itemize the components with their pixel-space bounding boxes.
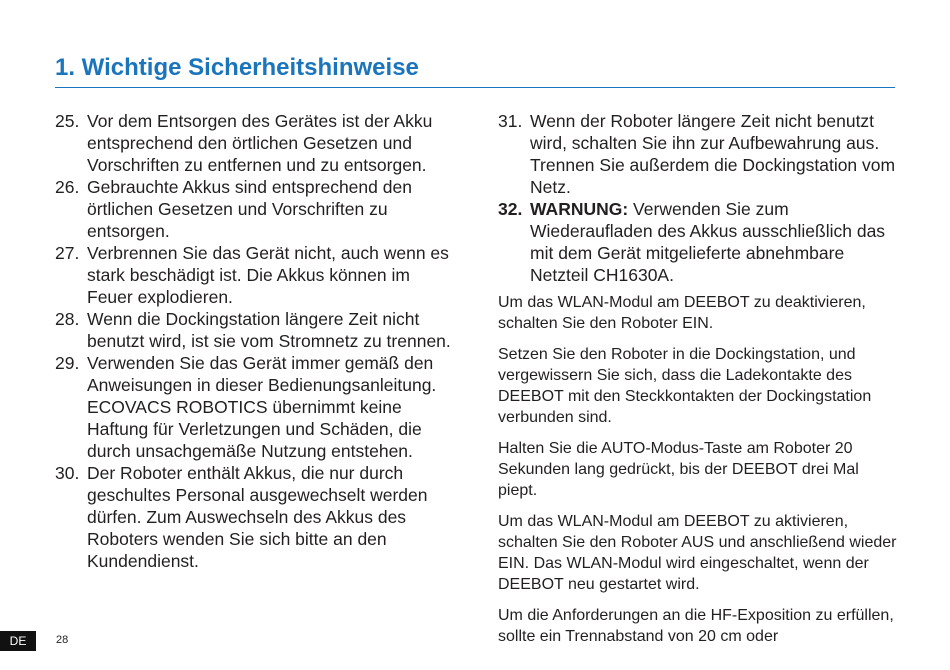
paragraph: Um die Anforderungen an die HF-Exposition zu erfüllen, sollte ein Trennabstand von 20 cm oder [498, 607, 894, 645]
list-item [55, 176, 455, 242]
item-number: 27. [55, 243, 80, 263]
item-number: 31. [498, 111, 523, 131]
warning-item [498, 198, 898, 286]
paragraph: Halten Sie die AUTO-Modus-Taste am Roboter 20 Sekunden lang gedrückt, bis der DEEBOT drei Mal piept. [498, 440, 859, 499]
item-text: Verwenden Sie das Gerät immer gemäß den Anweisungen in dieser Bedienungsanleitung. ECOVACS ROBOTICS übernimmt keine Haftung für Verletzungen und Schäden, die durch unsachgemäße Nutzung entstehen. [87, 353, 437, 461]
item-text: Wenn der Roboter längere Zeit nicht benutzt wird, schalten Sie ihn zur Aufbewahrung aus. Trennen Sie außerdem die Dockingstation vom Netz. [530, 111, 896, 197]
item-text: Vor dem Entsorgen des Gerätes ist der Akku entsprechend den örtlichen Gesetzen und Vorschriften zu entfernen und zu entsorgen. [87, 111, 433, 175]
item-text: Der Roboter enthält Akkus, die nur durch geschultes Personal ausgewechselt werden dürfen. Zum Auswechseln des Akkus des Roboters wenden Sie sich bitte an den Kundendienst. [87, 463, 428, 571]
list-item [55, 242, 455, 308]
item-text: Verbrennen Sie das Gerät nicht, auch wenn es stark beschädigt ist. Die Akkus können im Feuer explodieren. [87, 243, 449, 307]
list-item [55, 352, 455, 462]
warning-text: Verwenden Sie zum Wiederaufladen des Akkus ausschließlich das mit dem Gerät mitgelieferte abnehmbare Netzteil CH1630A. [530, 199, 886, 285]
list-item [55, 462, 455, 572]
language-badge: DE [0, 631, 36, 651]
section-title: 1. Wichtige Sicherheitshinweise [55, 54, 419, 81]
right-column [498, 110, 898, 647]
item-text: Wenn die Dockingstation längere Zeit nicht benutzt wird, ist sie vom Stromnetz zu trennen. [87, 309, 451, 351]
list-item [498, 110, 898, 198]
item-number: 26. [55, 177, 80, 197]
left-column [55, 110, 455, 572]
item-number: 29. [55, 353, 80, 373]
item-number: 32. [498, 199, 523, 219]
warning-label: WARNUNG: [530, 199, 629, 219]
paragraph: Setzen Sie den Roboter in die Dockingstation, und vergewissern Sie sich, dass die Ladekontakte des DEEBOT mit den Steckkontakten der Dockingstation verbunden sind. [498, 346, 872, 426]
list-item [55, 110, 455, 176]
item-text: Gebrauchte Akkus sind entsprechend den örtlichen Gesetzen und Vorschriften zu entsorgen. [87, 177, 412, 241]
title-divider [55, 87, 895, 88]
item-number: 25. [55, 111, 80, 131]
item-number: 30. [55, 463, 80, 483]
page-number: 28 [56, 634, 69, 646]
list-item [55, 308, 455, 352]
item-number: 28. [55, 309, 80, 329]
paragraph: Um das WLAN-Modul am DEEBOT zu deaktivieren, schalten Sie den Roboter EIN. [498, 294, 866, 332]
paragraph: Um das WLAN-Modul am DEEBOT zu aktivieren, schalten Sie den Roboter AUS und anschließend wieder EIN. Das WLAN-Modul wird eingeschaltet, wenn der DEEBOT neu gestartet wird. [498, 513, 897, 593]
item-text [530, 198, 898, 286]
